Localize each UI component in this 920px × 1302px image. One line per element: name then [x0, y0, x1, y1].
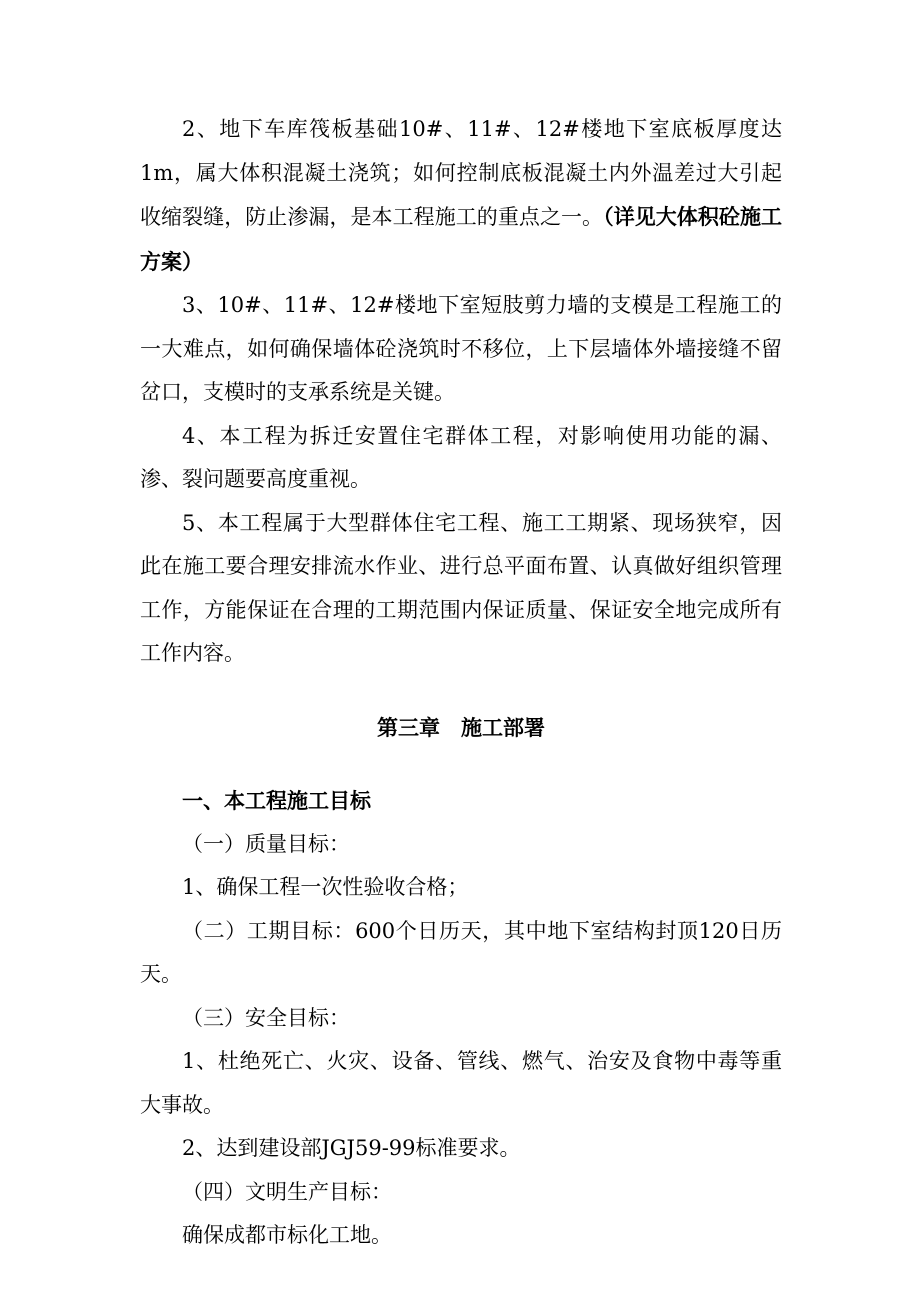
safety-item-2: 2、达到建设部JGJ59-99标准要求。: [182, 1136, 521, 1160]
paragraph-3: 3、10#、11#、12#楼地下室短肢剪力墙的支模是工程施工的一大难点，如何确保墙体砼浇筑时不移位，上下层墙体外墙接缝不留岔口，支模时的支承系统是关键。: [140, 293, 782, 404]
quality-heading: （一）质量目标：: [182, 831, 350, 856]
paragraph-2-text: 2、地下车库筏板基础10#、11#、12#楼地下室底板厚度达1m，属大体积混凝土浇筑；如何控制底板混凝土内外温差过大引起收缩裂缝，防止渗漏，是本工程施工的重点之一。: [140, 117, 782, 229]
document-page: [140, 108, 782, 1258]
quality-item-1: 1、确保工程一次性验收合格；: [182, 875, 469, 899]
paragraph-2: [140, 108, 782, 284]
paragraph-4: 4、本工程为拆迁安置住宅群体工程，对影响使用功能的漏、渗、裂问题要高度重视。: [140, 423, 782, 491]
paragraph-2-reference: （详见大体积砼施工方案）: [140, 204, 783, 274]
safety-item-1: 1、杜绝死亡、火灾、设备、管线、燃气、治安及食物中毒等重大事故。: [140, 1049, 782, 1117]
paragraph-5: 5、本工程属于大型群体住宅工程、施工工期紧、现场狭窄，因此在施工要合理安排流水作业、进行总平面布置、认真做好组织管理工作，方能保证在合理的工期范围内保证质量、保证安全地完成所有工作内容。: [140, 510, 782, 665]
civil-item-1: 确保成都市标化工地。: [182, 1223, 392, 1247]
section-title: 一、本工程施工目标: [182, 788, 371, 813]
chapter-title: [140, 706, 782, 750]
civil-heading: （四）文明生产目标：: [182, 1179, 392, 1204]
schedule-heading: （二）工期目标：600个日历天，其中地下室结构封顶120日历天。: [140, 918, 782, 986]
chapter-title-text: 第三章 施工部署: [377, 714, 545, 740]
safety-heading: （三）安全目标：: [182, 1005, 350, 1030]
